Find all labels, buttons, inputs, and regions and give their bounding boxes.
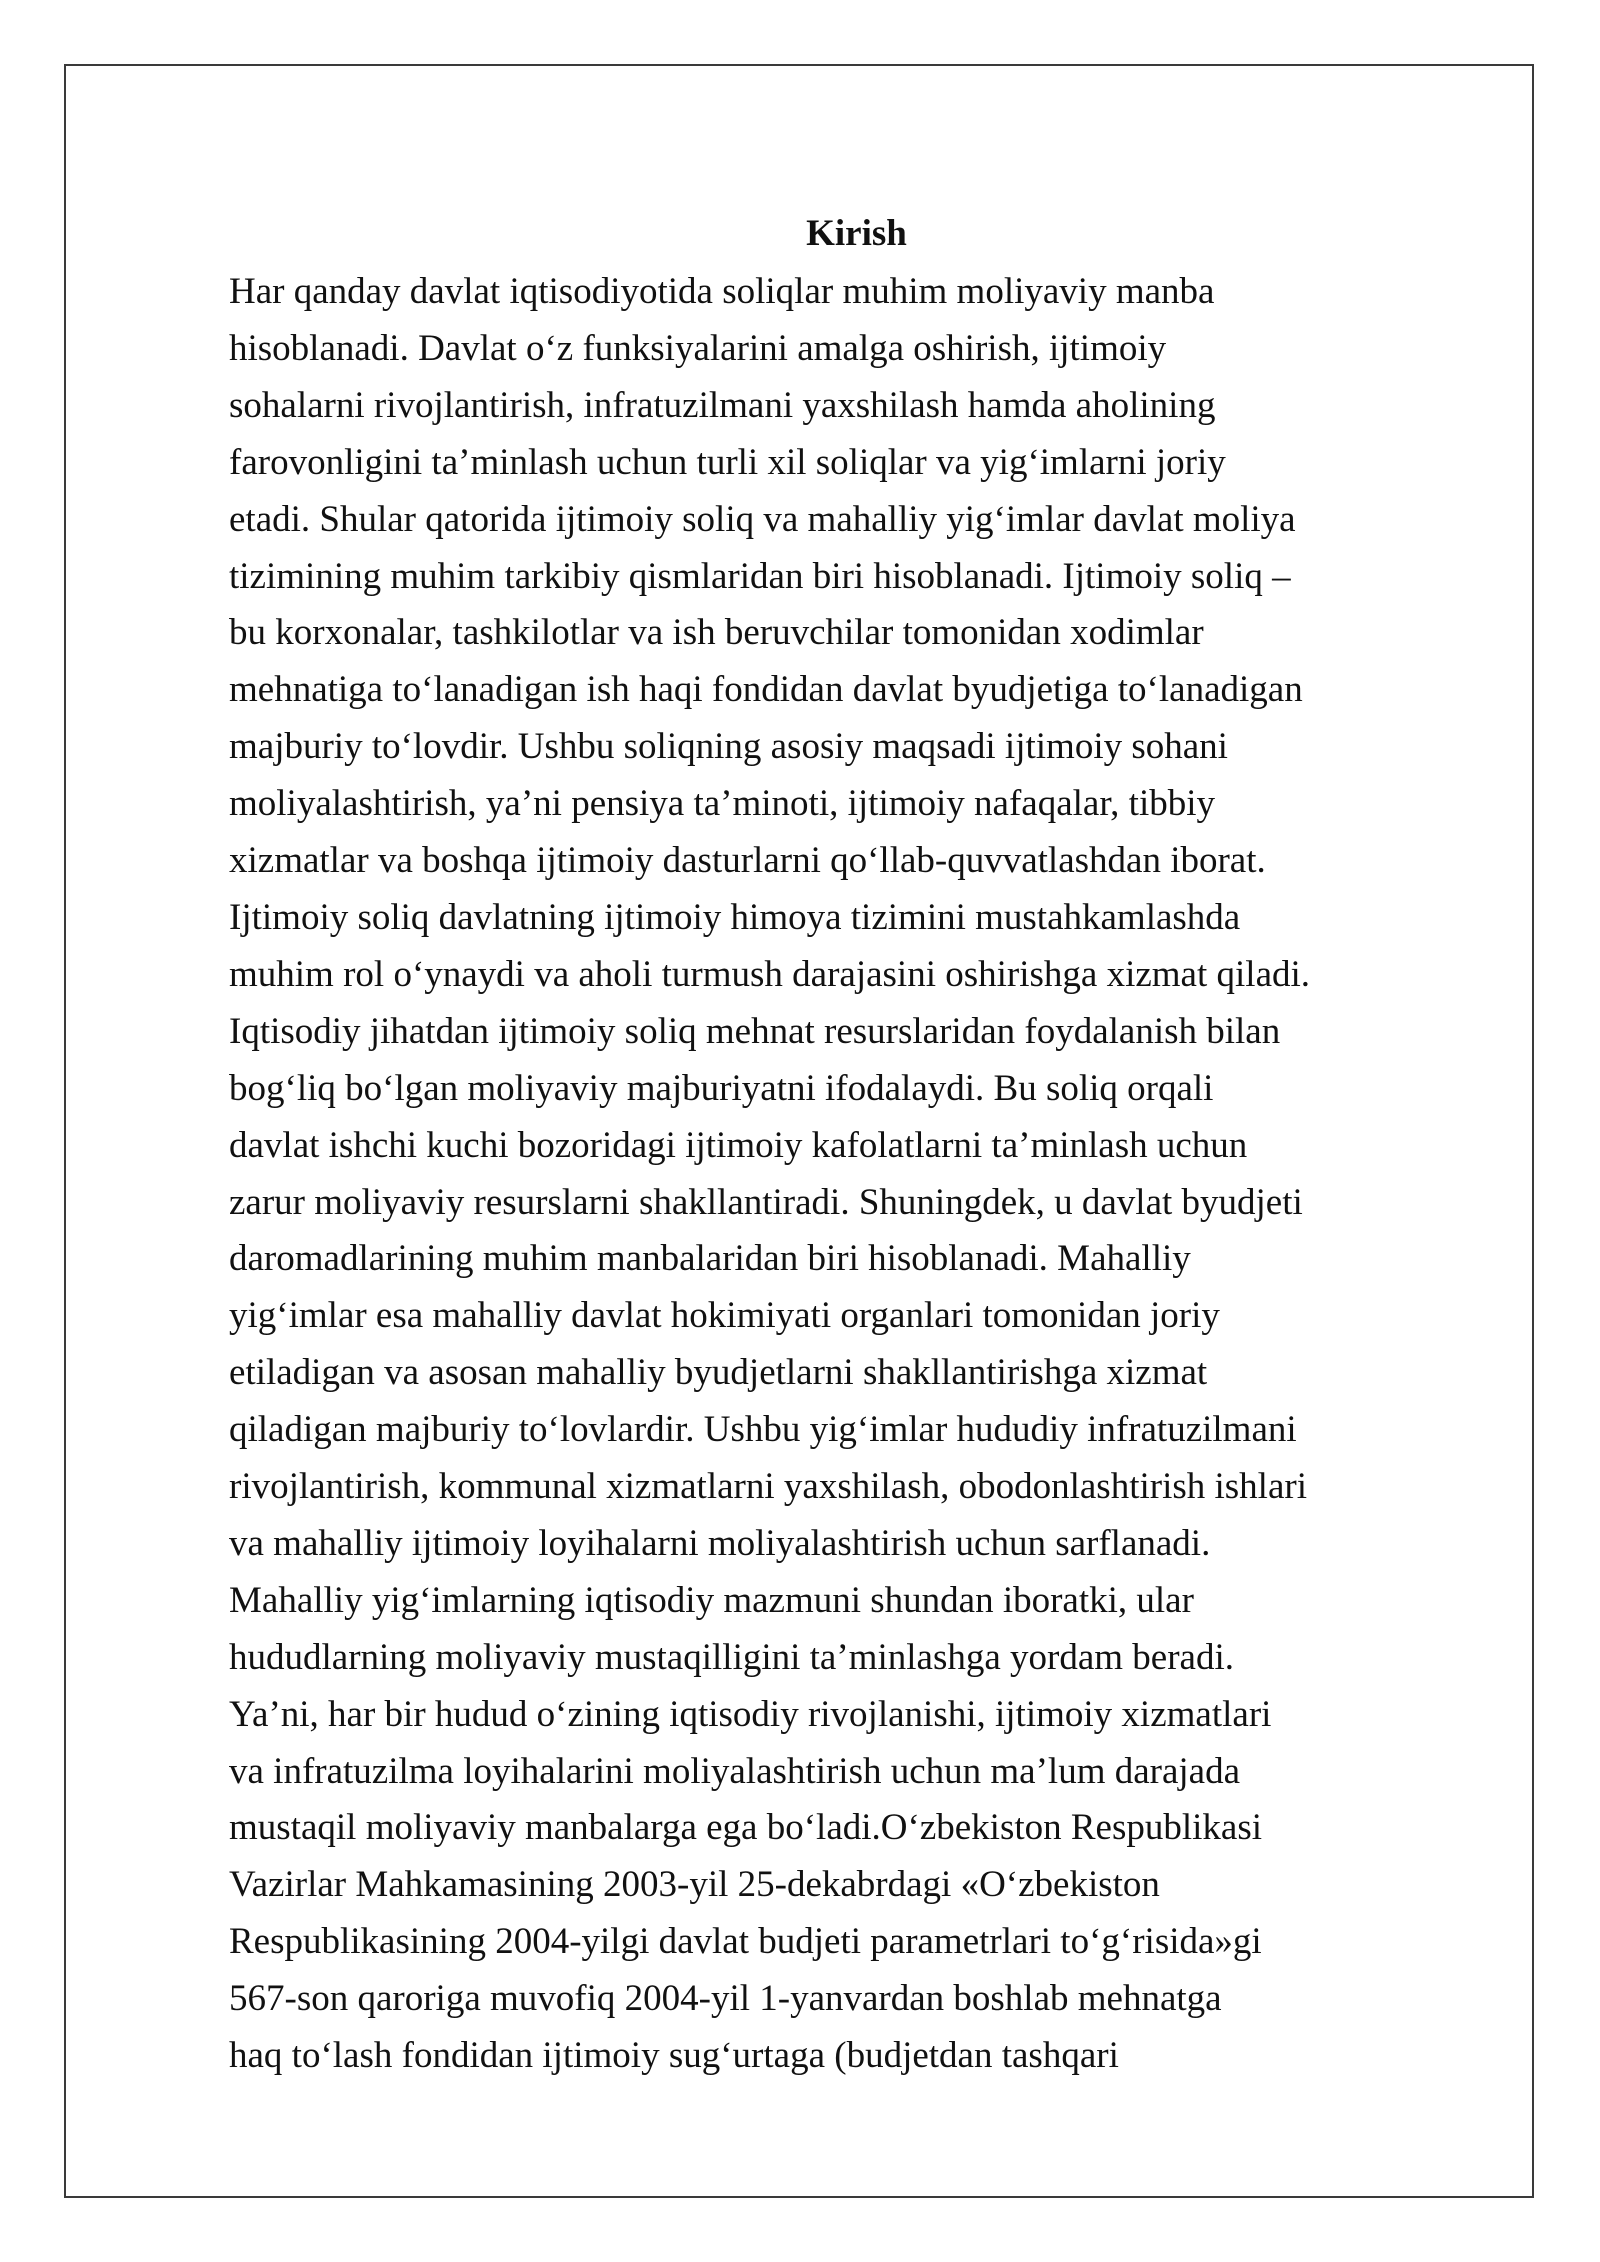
text-line: Mahalliy yig‘imlarning iqtisodiy mazmuni shundan iboratki, ular (229, 1579, 1194, 1621)
text-line: va mahalliy ijtimoiy loyihalarni moliyalashtirish uchun sarflanadi. (229, 1522, 1211, 1564)
body-paragraph (229, 264, 1529, 2085)
text-line: haq to‘lash fondidan ijtimoiy sug‘urtaga (budjetdan tashqari (229, 2035, 1119, 2077)
text-line: Ijtimoiy soliq davlatning ijtimoiy himoya tizimini mustahkamlashda (229, 896, 1241, 938)
text-line: hududlarning moliyaviy mustaqilligini ta’minlashga yordam beradi. (229, 1636, 1234, 1678)
text-line: va infratuzilma loyihalarini moliyalashtirish uchun ma’lum darajada (229, 1750, 1241, 1792)
text-line: yig‘imlar esa mahalliy davlat hokimiyati organlari tomonidan joriy (229, 1295, 1220, 1337)
document-body (229, 206, 1529, 2085)
text-line: davlat ishchi kuchi bozoridagi ijtimoiy kafolatlarni ta’minlash uchun (229, 1124, 1248, 1166)
text-line: majburiy to‘lovdir. Ushbu soliqning asosiy maqsadi ijtimoiy sohani (229, 726, 1228, 768)
text-line: bog‘liq bo‘lgan moliyaviy majburiyatni ifodalaydi. Bu soliq orqali (229, 1067, 1214, 1109)
text-line: Vazirlar Mahkamasining 2003-yil 25-dekabrdagi «O‘zbekiston (229, 1864, 1160, 1906)
text-line: Har qanday davlat iqtisodiyotida soliqlar muhim moliyaviy manba (229, 271, 1215, 312)
text-line: moliyalashtirish, ya’ni pensiya ta’minoti, ijtimoiy nafaqalar, tibbiy (229, 783, 1216, 825)
text-line: xizmatlar va boshqa ijtimoiy dasturlarni qo‘llab-quvvatlashdan iborat. (229, 840, 1266, 882)
text-line: rivojlantirish, kommunal xizmatlarni yaxshilash, obodonlashtirish ishlari (229, 1466, 1307, 1508)
text-line: hisoblanadi. Davlat o‘z funksiyalarini amalga oshirish, ijtimoiy (229, 327, 1167, 369)
text-line: Ya’ni, har bir hudud o‘zining iqtisodiy rivojlanishi, ijtimoiy xizmatlari (229, 1693, 1272, 1735)
document-title: Kirish (806, 213, 907, 254)
text-line: tizimining muhim tarkibiy qismlaridan biri hisoblanadi. Ijtimoiy soliq – (229, 555, 1291, 597)
text-line: farovonligini ta’minlash uchun turli xil soliqlar va yig‘imlarni joriy (229, 441, 1226, 483)
text-line: daromadlarining muhim manbalaridan biri hisoblanadi. Mahalliy (229, 1238, 1191, 1280)
text-line: 567-son qaroriga muvofiq 2004-yil 1-yanvardan boshlab mehnatga (229, 1978, 1222, 2020)
text-line: Iqtisodiy jihatdan ijtimoiy soliq mehnat resurslaridan foydalanish bilan (229, 1010, 1281, 1052)
text-line: etadi. Shular qatorida ijtimoiy soliq va mahalliy yig‘imlar davlat moliya (229, 498, 1296, 540)
text-line: muhim rol o‘ynaydi va aholi turmush darajasini oshirishga xizmat qiladi. (229, 953, 1311, 995)
text-line: mehnatiga to‘lanadigan ish haqi fondidan davlat byudjetiga to‘lanadigan (229, 669, 1303, 711)
text-line: mustaqil moliyaviy manbalarga ega bo‘ladi.O‘zbekiston Respublikasi (229, 1807, 1263, 1849)
text-line: bu korxonalar, tashkilotlar va ish beruvchilar tomonidan xodimlar (229, 612, 1204, 654)
text-line: zarur moliyaviy resurslarni shakllantiradi. Shuningdek, u davlat byudjeti (229, 1181, 1303, 1223)
text-line: etiladigan va asosan mahalliy byudjetlarni shakllantirishga xizmat (229, 1352, 1208, 1394)
text-line: sohalarni rivojlantirish, infratuzilmani yaxshilash hamda aholining (229, 384, 1216, 426)
text-line: Respublikasining 2004-yilgi davlat budjeti parametrlari to‘g‘risida»gi (229, 1921, 1262, 1963)
text-line: qiladigan majburiy to‘lovlardir. Ushbu yig‘imlar hududiy infratuzilmani (229, 1409, 1297, 1451)
